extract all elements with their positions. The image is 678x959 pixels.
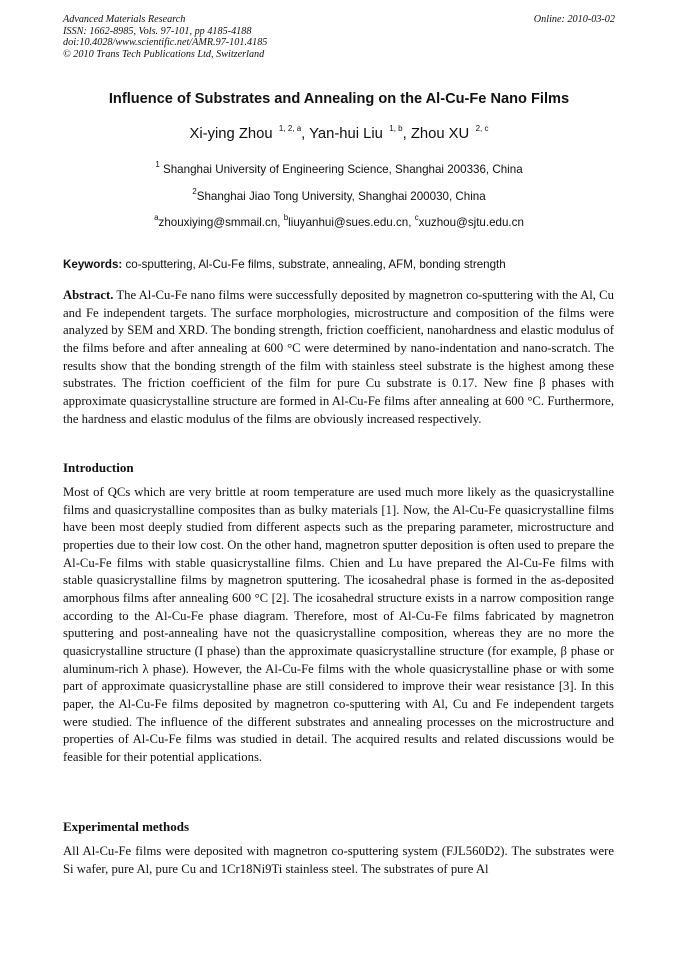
- online-date: Online: 2010-03-02: [533, 14, 615, 25]
- paper-title: Influence of Substrates and Annealing on the Al-Cu-Fe Nano Films: [108, 91, 570, 107]
- experimental-heading: Experimental methods: [63, 819, 190, 834]
- email-line: [0, 213, 678, 229]
- affiliation-mark: 2: [192, 187, 197, 197]
- affiliation-text: Shanghai University of Engineering Science, Shanghai 200336, China: [159, 163, 523, 176]
- author-name: Yan-hui Liu: [309, 126, 383, 142]
- introduction-heading: Introduction: [63, 460, 134, 475]
- email-address[interactable]: xuzhou@sjtu.edu.cn: [418, 216, 524, 229]
- journal-name: Advanced Materials Research: [63, 14, 186, 25]
- introduction-text: Most of QCs which are very brittle at room temperature are used much more likely as the quasicrystalline films and quasicrystalline composites than as bulky materials [1]. Now, the Al-Cu-Fe quasicrystalline films have been most deeply studied from different aspects such as the preparing parameter, microstructure and properties due to their low cost. On the other hand, magnetron sputter deposition is often used to prepare the Al-Cu-Fe films with stable quasicrystalline films. Chien and Lu have prepared the Al-Cu-Fe films with stable quasicrystalline films by magnetron sputtering. The icosahedral phase is formed in the as-deposited amorphous films after annealing 600 °C [2]. The icosahedral structure exists in a narrow composition range according to the Al-Cu-Fe phase diagram. Therefore, most of Al-Cu-Fe films fabricated by magnetron sputtering and post-annealing have not the quasicrystalline composition, whereas they are no more the quasicrystalline structure (I phase) than the approximate quasicrystalline structure (for example, β phase or aluminum-rich λ phase). However, the Al-Cu-Fe films with the whole quasicrystalline phase or with some part of approximate quasicrystalline phase are still considered to improve their wear resistance [3]. In this paper, the Al-Cu-Fe films deposited by magnetron co-sputtering with Al, Cu and Fe independent targets were studied. The influence of the different substrates and annealing processes on the microstructure and properties of Al-Cu-Fe films was studied in detail. The acquired results and related discussions would be feasible for their potential applications.: [63, 485, 614, 764]
- email-address[interactable]: liuyanhui@sues.edu.cn,: [288, 216, 415, 229]
- author-affiliation-mark: 1, b: [389, 124, 403, 134]
- email-mark: a: [154, 213, 159, 223]
- doi-line: doi:10.4028/www.scientific.net/AMR.97-101.4185: [63, 37, 268, 49]
- author-line: Xi-ying Zhou $^{1, 2, a}$, Yan-hui Liu $^{1, b}$, Zhou XU $^{2, c}$: [189, 124, 489, 142]
- keywords-text: co-sputtering, Al-Cu-Fe films, substrate, annealing, AFM, bonding strength: [122, 258, 506, 271]
- affiliation-1: [0, 160, 678, 176]
- author-affiliation-mark: 1, 2, a: [278, 124, 302, 134]
- affiliation-text: Shanghai Jiao Tong University, Shanghai 200030, China: [196, 190, 486, 203]
- author-name: Xi-ying Zhou: [189, 126, 273, 142]
- copyright-line: © 2010 Trans Tech Publications Ltd, Switzerland: [63, 48, 265, 60]
- affiliation-mark: 1: [155, 160, 160, 170]
- email-address[interactable]: zhouxiying@smmail.cn,: [158, 216, 284, 229]
- author-affiliation-mark: 2, c: [475, 124, 489, 134]
- abstract-text: The Al-Cu-Fe nano films were successfully deposited by magnetron co-sputtering with the Al, Cu and Fe independent targets. The surface morphologies, microstructure and composition of the films were analyzed by SEM and XRD. The bonding strength, friction coefficient, nanohardness and elastic modulus of the films before and after annealing at 600 °C were determined by nano-indentation and nano-scratch. The results show that the bonding strength of the film with stainless steel substrate is the highest among these substrates. The friction coefficient of the film for pure Cu substrate is 0.17. New fine β phases with approximate quasicrystalline structure are formed in Al-Cu-Fe films after annealing at 600 °C. Furthermore, the hardness and elastic modulus of the films are obviously increased respectively.: [63, 288, 614, 426]
- abstract-label: Abstract.: [63, 288, 114, 302]
- email-mark: c: [414, 213, 419, 223]
- issn-line: ISSN: 1662-8985, Vols. 97-101, pp 4185-4188: [63, 25, 252, 37]
- email-mark: b: [283, 213, 289, 223]
- experimental-text: All Al-Cu-Fe films were deposited with magnetron co-sputtering system (FJL560D2). The substrates were Si wafer, pure Al, pure Cu and 1Cr18Ni9Ti stainless steel. The substrates of pure Al: [63, 844, 614, 876]
- keywords-label: Keywords:: [63, 258, 123, 271]
- journal-header: [63, 14, 267, 60]
- keywords: [63, 258, 618, 271]
- affiliation-2: [0, 187, 678, 203]
- abstract: [63, 287, 614, 428]
- author-name: Zhou XU: [410, 126, 470, 142]
